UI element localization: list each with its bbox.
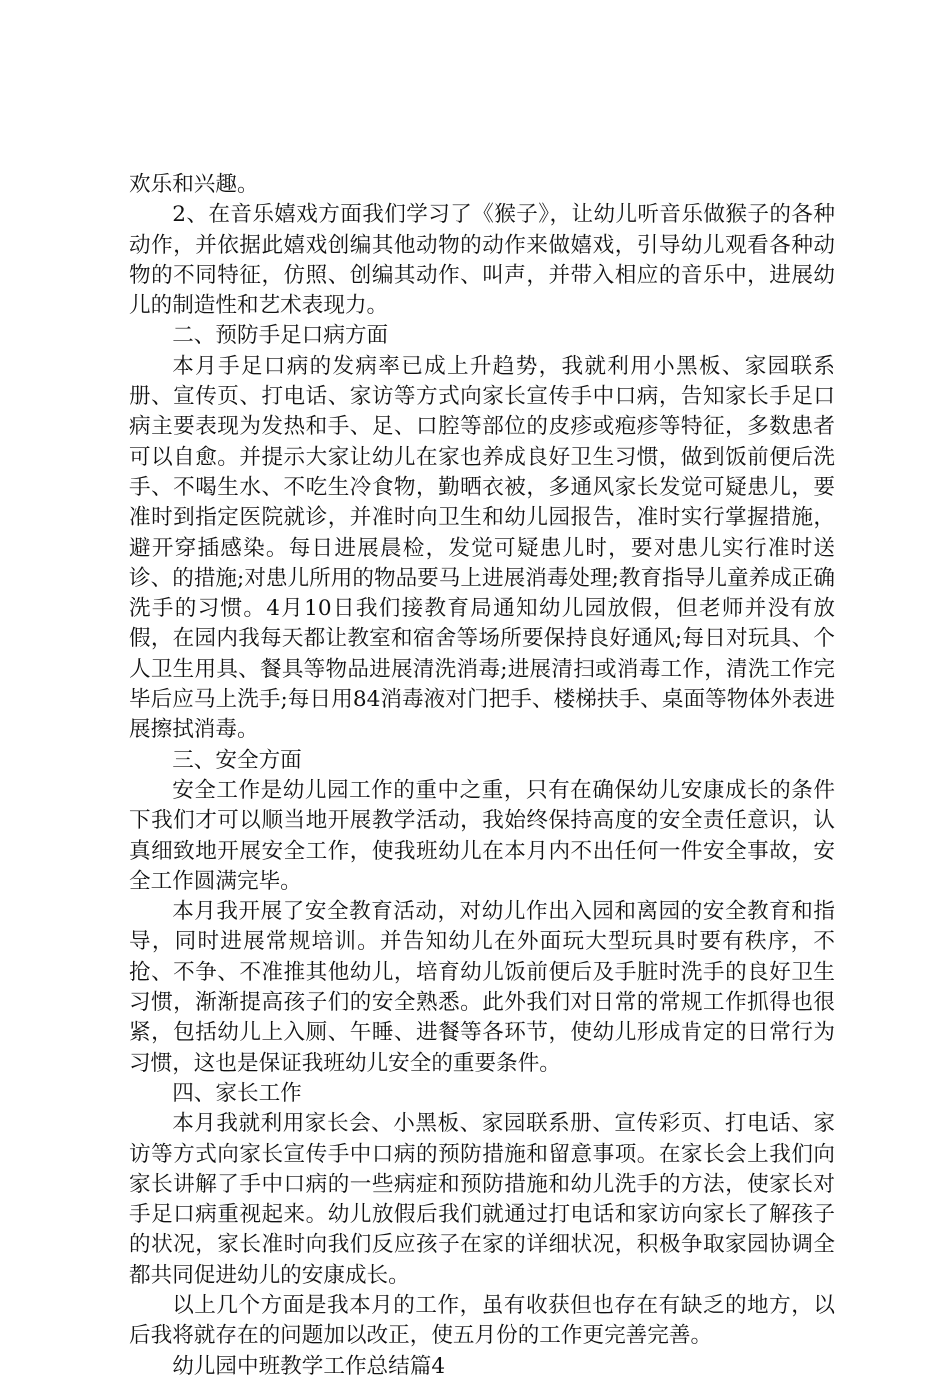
paragraph-hfmd-prevention: 本月手足口病的发病率已成上升趋势，我就利用小黑板、家园联系册、宣传页、打电话、家访等方式向家长宣传手中口病，告知家长手足口病主要表现为发热和手、足、口腔等部位的皮疹或疱疹等特征，多数患者可以自愈。并提示大家让幼儿在家也养成良好卫生习惯，做到饭前便后洗手、不喝生水、不吃生冷食物，勤晒衣被，多通风家长发觉可疑患儿，要准时到指定医院就诊，并准时向卫生和幼儿园报告，准时实行掌握措施，避开穿插感染。每日进展晨检，发觉可疑患儿时，要对患儿实行准时送诊、的措施;对患儿所用的物品要马上进展消毒处理;教育指导儿童养成正确洗手的习惯。4月10日我们接教育局通知幼儿园放假，但老师并没有放假，在园内我每天都让教室和宿舍等场所要保持良好通风;每日对玩具、个人卫生用具、餐具等物品进展清洗消毒;进展清扫或消毒工作，清洗工作完毕后应马上洗手;每日用84消毒液对门把手、楼梯扶手、桌面等物体外表进展擦拭消毒。	[129, 353, 835, 743]
paragraph-safety-overview: 安全工作是幼儿园工作的重中之重，只有在确保幼儿安康成长的条件下我们才可以顺当地开展教学活动，我始终保持高度的安全责任意识，认真细致地开展安全工作，使我班幼儿在本月内不出任何一件安全事故，安全工作圆满完毕。	[129, 777, 835, 894]
section-heading-safety: 三、安全方面	[172, 747, 302, 773]
section-heading-parent-work: 四、家长工作	[172, 1080, 302, 1106]
paragraph-music-games: 2、在音乐嬉戏方面我们学习了《猴子》，让幼儿听音乐做猴子的各种动作，并依据此嬉戏创编其他动物的动作来做嬉戏，引导幼儿观看各种动物的不同特征，仿照、创编其动作、叫声，并带入相应的音乐中，进展幼儿的制造性和艺术表现力。	[129, 202, 835, 319]
next-article-title: 幼儿园中班教学工作总结篇4	[172, 1353, 446, 1379]
paragraph-continuation: 欢乐和兴趣。	[129, 172, 259, 197]
paragraph-parent-work: 本月我就利用家长会、小黑板、家园联系册、宣传彩页、打电话、家访等方式向家长宣传手中口病的预防措施和留意事项。在家长会上我们向家长讲解了手中口病的一些病症和预防措施和幼儿洗手的方法，使家长对手足口病重视起来。幼儿放假后我们就通过打电话和家访向家长了解孩子的状况，家长准时向我们反应孩子在家的详细状况，积极争取家园协调全都共同促进幼儿的安康成长。	[129, 1111, 835, 1288]
paragraph-safety-education: 本月我开展了安全教育活动，对幼儿作出入园和离园的安全教育和指导，同时进展常规培训。并告知幼儿在外面玩大型玩具时要有秩序，不抢、不争、不准推其他幼儿，培育幼儿饭前便后及手脏时洗手的良好卫生习惯，渐渐提高孩子们的安全熟悉。此外我们对日常的常规工作抓得也很紧，包括幼儿上入厕、午睡、进餐等各环节，使幼儿形成肯定的日常行为习惯，这也是保证我班幼儿安全的重要条件。	[129, 899, 835, 1076]
paragraph-summary: 以上几个方面是我本月的工作，虽有收获但也存在有缺乏的地方，以后我将就存在的问题加以改正，使五月份的工作更完善完善。	[129, 1292, 835, 1349]
section-heading-hfmd-prevention: 二、预防手足口病方面	[172, 323, 389, 349]
document-page	[129, 170, 835, 1382]
